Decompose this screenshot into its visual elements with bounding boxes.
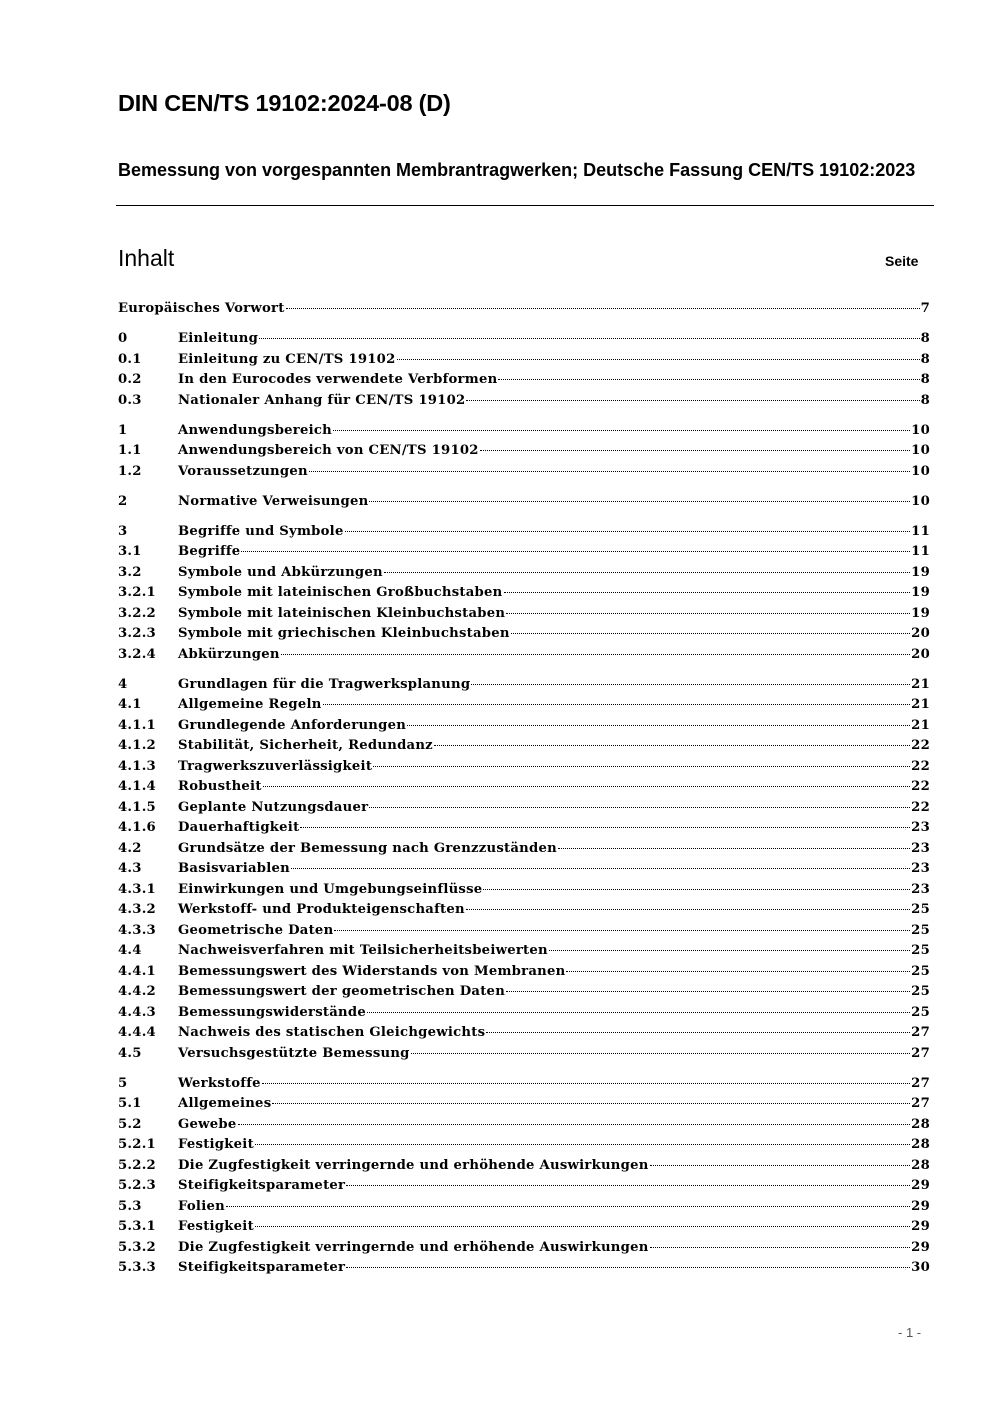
toc-entry-number: 0.1	[118, 351, 142, 367]
toc-entry-title: Allgemeine Regeln	[178, 697, 322, 712]
toc-entry-title: Voraussetzungen	[178, 463, 308, 479]
toc-entry-title: Folien	[178, 1198, 225, 1214]
toc-entry-page: 20	[911, 626, 930, 641]
document-title: Bemessung von vorgespannten Membrantragwerken; Deutsche Fassung CEN/TS 19102:2023	[118, 160, 916, 180]
toc-entry-number: 1.2	[118, 463, 142, 479]
toc-entry-title: Symbole mit griechischen Kleinbuchstaben	[178, 626, 510, 641]
toc-entry-number: 4	[118, 676, 128, 692]
toc-entry-page: 22	[911, 779, 930, 794]
toc-entry-number: 5.1	[118, 1096, 142, 1111]
toc-entry-title: Werkstoff- und Produkteigenschaften	[178, 902, 465, 917]
toc-entry-page: 25	[911, 963, 930, 979]
toc-entry-page: 19	[911, 605, 930, 621]
toc-entry-number: 3.2.2	[118, 605, 156, 621]
toc-entry-page: 8	[920, 392, 930, 408]
table-of-contents	[118, 301, 930, 1281]
page-number: - 1 -	[898, 1325, 922, 1340]
toc-entry-title: Steifigkeitsparameter	[178, 1178, 346, 1193]
toc-entry-page: 27	[911, 1045, 930, 1061]
toc-entry-page: 28	[911, 1157, 930, 1173]
toc-dot-leader	[333, 420, 910, 431]
toc-entry-title: Begriffe	[178, 544, 241, 559]
toc-entry-title: Einleitung zu CEN/TS 19102	[178, 351, 396, 367]
toc-entry-number: 4.3.3	[118, 922, 156, 938]
toc-entry-number: 4.1.6	[118, 820, 156, 835]
toc-dot-leader	[466, 390, 919, 401]
toc-entry-page: 25	[911, 1004, 930, 1020]
toc-entry[interactable]	[118, 494, 930, 515]
toc-entry-page: 10	[911, 463, 930, 479]
toc-entry-page: 10	[911, 422, 930, 438]
toc-entry-title: Einleitung	[178, 331, 259, 346]
toc-dot-leader	[286, 298, 920, 309]
toc-entry-title: Bemessungswiderstände	[178, 1004, 366, 1020]
toc-entry-page: 10	[911, 493, 930, 509]
toc-entry-title: Anwendungsbereich	[178, 422, 333, 438]
toc-entry-number: 1	[118, 422, 128, 438]
toc-entry-title: Nachweisverfahren mit Teilsicherheitsbeiwerten	[178, 943, 548, 958]
toc-entry-title: In den Eurocodes verwendete Verbformen	[178, 372, 498, 387]
toc-entry-title: Tragwerkszuverlässigkeit	[178, 758, 373, 774]
toc-entry-number: 3.2.1	[118, 585, 156, 600]
toc-dot-leader	[650, 1237, 911, 1248]
toc-entry-title: Stabilität, Sicherheit, Redundanz	[178, 738, 433, 753]
toc-dot-leader	[259, 328, 920, 339]
toc-entry-page: 29	[911, 1198, 930, 1214]
toc-dot-leader	[407, 715, 910, 726]
toc-entry-title: Grundlagen für die Tragwerksplanung	[178, 676, 471, 692]
toc-entry-page: 11	[911, 544, 930, 559]
toc-entry[interactable]	[118, 301, 930, 322]
toc-dot-leader	[369, 797, 910, 808]
toc-entry-page: 11	[911, 523, 930, 539]
toc-entry-number: 5.3.2	[118, 1239, 156, 1255]
toc-entry-title: Bemessungswert des Widerstands von Membranen	[178, 963, 566, 979]
toc-dot-leader	[300, 817, 910, 828]
toc-dot-leader	[397, 349, 920, 360]
toc-entry-page: 22	[911, 799, 930, 815]
toc-heading: Inhalt	[118, 245, 175, 271]
toc-entry-title: Geplante Nutzungsdauer	[178, 799, 369, 815]
toc-entry-number: 4.5	[118, 1045, 142, 1061]
toc-dot-leader	[506, 981, 910, 992]
toc-entry-title: Werkstoffe	[178, 1075, 261, 1091]
toc-dot-leader	[434, 735, 910, 746]
document-id: DIN CEN/TS 19102:2024-08 (D)	[118, 90, 451, 116]
toc-entry-page: 8	[920, 351, 930, 367]
toc-entry-number: 0	[118, 331, 128, 346]
toc-entry-number: 3	[118, 523, 128, 539]
toc-entry-page: 21	[911, 697, 930, 712]
toc-dot-leader	[226, 1196, 910, 1207]
toc-entry-page: 27	[911, 1096, 930, 1111]
toc-entry-title: Steifigkeitsparameter	[178, 1260, 346, 1275]
toc-entry-number: 5.2.3	[118, 1178, 156, 1193]
toc-entry-number: 4.1.3	[118, 758, 156, 774]
toc-dot-leader	[263, 776, 910, 787]
toc-dot-leader	[334, 920, 910, 931]
toc-entry-number: 4.1.4	[118, 779, 156, 794]
toc-entry-title: Nationaler Anhang für CEN/TS 19102	[178, 392, 466, 408]
toc-entry-title: Europäisches Vorwort	[118, 301, 285, 316]
toc-entry[interactable]	[118, 1260, 930, 1281]
toc-dot-leader	[255, 1216, 910, 1227]
toc-dot-leader	[511, 623, 910, 634]
toc-dot-leader	[566, 961, 910, 972]
toc-entry-number: 2	[118, 493, 128, 509]
toc-entry-title: Begriffe und Symbole	[178, 523, 344, 539]
toc-entry-page: 27	[911, 1025, 930, 1040]
toc-entry-title: Festigkeit	[178, 1137, 254, 1152]
toc-entry-title: Grundlegende Anforderungen	[178, 717, 407, 733]
toc-entry-number: 4.1.5	[118, 799, 156, 815]
toc-entry-number: 1.1	[118, 443, 142, 458]
toc-entry-number: 4.4.2	[118, 984, 156, 999]
toc-dot-leader	[471, 674, 910, 685]
toc-page-column-label: Seite	[885, 253, 919, 269]
toc-entry-title: Einwirkungen und Umgebungseinflüsse	[178, 881, 483, 897]
toc-entry-page: 30	[911, 1260, 930, 1275]
toc-entry-number: 3.1	[118, 544, 142, 559]
toc-entry-page: 25	[911, 943, 930, 958]
toc-entry-page: 23	[911, 861, 930, 876]
toc-entry-number: 5.3.1	[118, 1219, 156, 1234]
title-divider	[116, 205, 934, 206]
toc-entry-title: Versuchsgestützte Bemessung	[178, 1045, 410, 1061]
toc-entry-page: 27	[911, 1075, 930, 1091]
toc-entry-page: 10	[911, 443, 930, 458]
toc-dot-leader	[323, 694, 911, 705]
toc-entry-title: Bemessungswert der geometrischen Daten	[178, 984, 506, 999]
toc-entry-page: 28	[911, 1137, 930, 1152]
toc-entry-page: 29	[911, 1219, 930, 1234]
toc-entry-number: 4.4.1	[118, 963, 156, 979]
toc-entry-number: 3.2.3	[118, 626, 156, 641]
toc-dot-leader	[483, 879, 910, 890]
toc-dot-leader	[255, 1134, 910, 1145]
toc-entry-title: Symbole und Abkürzungen	[178, 564, 383, 580]
toc-dot-leader	[345, 521, 911, 532]
toc-entry-title: Basisvariablen	[178, 861, 290, 876]
toc-dot-leader	[238, 1114, 911, 1125]
toc-entry[interactable]	[118, 647, 930, 668]
toc-entry-page: 19	[911, 585, 930, 600]
toc-entry-page: 8	[920, 331, 930, 346]
toc-dot-leader	[373, 756, 910, 767]
toc-entry-number: 0.3	[118, 392, 142, 408]
toc-dot-leader	[411, 1043, 910, 1054]
toc-entry-title: Symbole mit lateinischen Kleinbuchstaben	[178, 605, 506, 621]
toc-entry-number: 5.2.1	[118, 1137, 156, 1152]
toc-entry-number: 4.4	[118, 943, 142, 958]
toc-entry-number: 0.2	[118, 372, 142, 387]
toc-entry-title: Symbole mit lateinischen Großbuchstaben	[178, 585, 503, 600]
toc-entry-number: 5.2.2	[118, 1157, 156, 1173]
toc-entry-title: Die Zugfestigkeit verringernde und erhöhende Auswirkungen	[178, 1157, 649, 1173]
toc-entry-number: 5.3.3	[118, 1260, 156, 1275]
toc-entry-title: Robustheit	[178, 779, 262, 794]
toc-entry-number: 3.2	[118, 564, 142, 580]
toc-entry-number: 5	[118, 1075, 128, 1091]
toc-entry-page: 25	[911, 984, 930, 999]
toc-dot-leader	[291, 858, 910, 869]
toc-entry-page: 23	[911, 820, 930, 835]
toc-entry-number: 4.1	[118, 697, 142, 712]
toc-entry-page: 21	[911, 676, 930, 692]
toc-entry-title: Anwendungsbereich von CEN/TS 19102	[178, 443, 479, 458]
toc-entry-title: Die Zugfestigkeit verringernde und erhöhende Auswirkungen	[178, 1239, 649, 1255]
toc-entry-page: 22	[911, 758, 930, 774]
toc-dot-leader	[466, 899, 910, 910]
toc-entry-title: Dauerhaftigkeit	[178, 820, 300, 835]
toc-entry-page: 23	[911, 840, 930, 856]
toc-dot-leader	[241, 541, 910, 552]
toc-entry-number: 4.3	[118, 861, 142, 876]
toc-entry-page: 28	[911, 1116, 930, 1132]
toc-entry-number: 4.3.1	[118, 881, 156, 897]
toc-entry-title: Normative Verweisungen	[178, 493, 369, 509]
toc-dot-leader	[558, 838, 910, 849]
toc-entry-number: 4.1.2	[118, 738, 156, 753]
toc-entry-page: 21	[911, 717, 930, 733]
toc-entry-title: Gewebe	[178, 1116, 237, 1132]
toc-entry-number: 3.2.4	[118, 646, 156, 662]
toc-dot-leader	[262, 1073, 910, 1084]
toc-dot-leader	[272, 1093, 910, 1104]
toc-dot-leader	[480, 440, 910, 451]
toc-entry-page: 20	[911, 646, 930, 662]
toc-entry-number: 4.3.2	[118, 902, 156, 917]
toc-entry-title: Geometrische Daten	[178, 922, 334, 938]
toc-entry[interactable]	[118, 393, 930, 414]
toc-entry-page: 7	[920, 301, 930, 316]
toc-entry-page: 23	[911, 881, 930, 897]
toc-entry-title: Abkürzungen	[178, 646, 280, 662]
toc-entry-page: 19	[911, 564, 930, 580]
toc-entry[interactable]	[118, 464, 930, 485]
toc-entry-number: 4.4.4	[118, 1025, 156, 1040]
toc-dot-leader	[384, 562, 910, 573]
toc-entry-title: Allgemeines	[178, 1096, 272, 1111]
toc-entry-number: 5.2	[118, 1116, 142, 1132]
toc-entry-number: 4.4.3	[118, 1004, 156, 1020]
toc-entry-page: 8	[920, 372, 930, 387]
toc-dot-leader	[650, 1155, 911, 1166]
toc-dot-leader	[346, 1175, 910, 1186]
toc-dot-leader	[504, 582, 911, 593]
toc-entry-number: 4.1.1	[118, 717, 156, 733]
toc-dot-leader	[486, 1022, 910, 1033]
toc-entry[interactable]	[118, 1046, 930, 1067]
toc-entry-page: 22	[911, 738, 930, 753]
toc-dot-leader	[549, 940, 910, 951]
toc-dot-leader	[309, 461, 910, 472]
toc-entry-number: 5.3	[118, 1198, 142, 1214]
toc-dot-leader	[498, 369, 919, 380]
toc-entry-title: Nachweis des statischen Gleichgewichts	[178, 1025, 486, 1040]
toc-dot-leader	[281, 644, 910, 655]
toc-entry-page: 25	[911, 902, 930, 917]
toc-entry-number: 4.2	[118, 840, 142, 856]
toc-entry-page: 25	[911, 922, 930, 938]
toc-entry-title: Grundsätze der Bemessung nach Grenzzuständen	[178, 840, 557, 856]
toc-entry-page: 29	[911, 1178, 930, 1193]
toc-dot-leader	[369, 491, 910, 502]
toc-dot-leader	[506, 603, 910, 614]
toc-entry-page: 29	[911, 1239, 930, 1255]
toc-dot-leader	[346, 1257, 910, 1268]
toc-dot-leader	[367, 1002, 910, 1013]
toc-entry-title: Festigkeit	[178, 1219, 254, 1234]
